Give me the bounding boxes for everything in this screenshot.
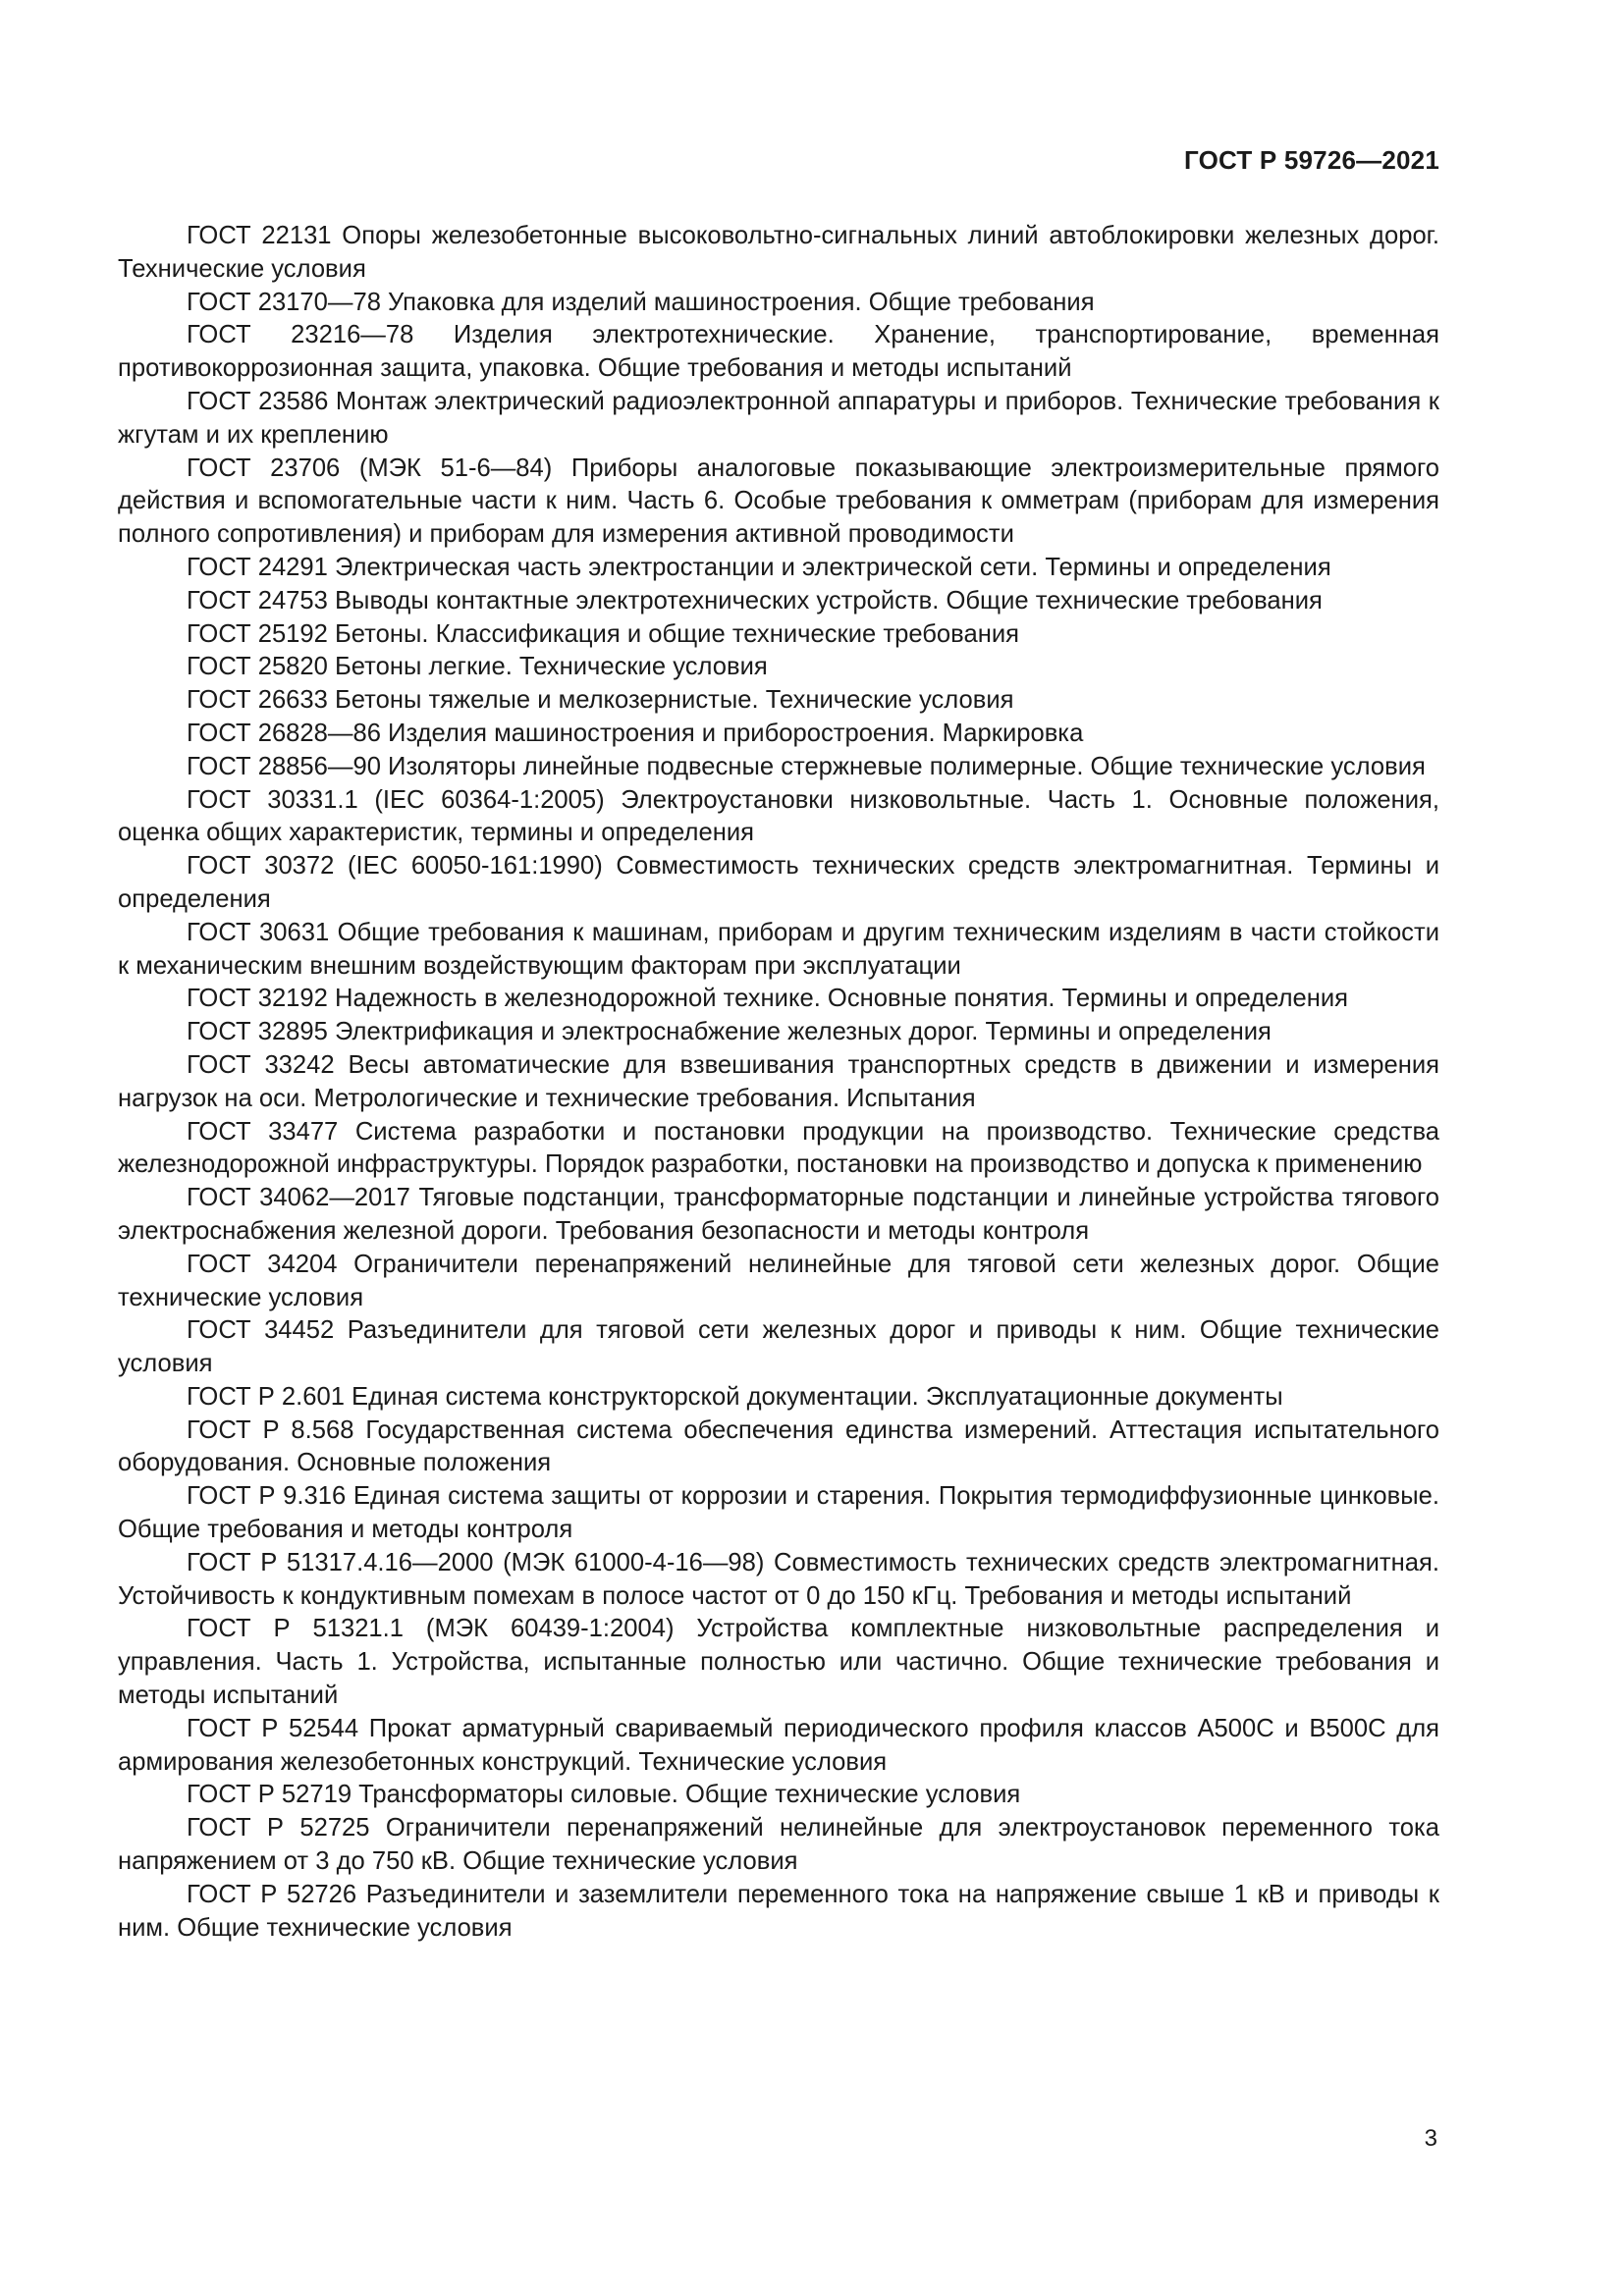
reference-item: ГОСТ Р 2.601 Единая система конструкторской документации. Эксплуатационные документы <box>187 1382 1283 1411</box>
reference-item: ГОСТ Р 52544 Прокат арматурный свариваемый периодического профиля классов А500С и В500С для армирования железобетонных конструкций. Технические условия <box>118 1714 1439 1776</box>
reference-item: ГОСТ 23586 Монтаж электрический радиоэлектронной аппаратуры и приборов. Технические требования к жгутам и их креплению <box>118 387 1439 449</box>
reference-item: ГОСТ 22131 Опоры железобетонные высоковольтно-сигнальных линий автоблокировки железных дорог. Технические условия <box>118 222 1439 283</box>
reference-item: ГОСТ 30631 Общие требования к машинам, приборам и другим техническим изделиям в части стойкости к механическим внешним воздействующим факторам при эксплуатации <box>118 918 1439 980</box>
document-code-header: ГОСТ Р 59726—2021 <box>1184 145 1439 175</box>
reference-item: ГОСТ Р 52725 Ограничители перенапряжений нелинейные для электроустановок переменного тока напряжением от 3 до 750 кВ. Общие технические условия <box>118 1814 1439 1876</box>
reference-item: ГОСТ 30331.1 (IEC 60364-1:2005) Электроустановки низковольтные. Часть 1. Основные положения, оценка общих характеристик, термины и определения <box>118 785 1439 847</box>
reference-item: ГОСТ 30372 (IEC 60050-161:1990) Совместимость технических средств электромагнитная. Термины и определения <box>118 852 1439 913</box>
reference-item: ГОСТ 32895 Электрификация и электроснабжение железных дорог. Термины и определения <box>187 1018 1272 1046</box>
reference-item: ГОСТ 33242 Весы автоматические для взвешивания транспортных средств в движении и измерения нагрузок на оси. Метрологические и технические требования. Испытания <box>118 1050 1439 1112</box>
reference-item: ГОСТ 23706 (МЭК 51-6—84) Приборы аналоговые показывающие электроизмерительные прямого действия и вспомогательные части к ним. Часть 6. Особые требования к омметрам (приборам для измерения полного сопротивления) и приборам для измерения активной проводимости <box>118 454 1439 549</box>
reference-item: ГОСТ 33477 Система разработки и постановки продукции на производство. Технические средства железнодорожной инфраструктуры. Порядок разработки, постановки на производство и допуска к применению <box>118 1117 1439 1179</box>
reference-item: ГОСТ 24753 Выводы контактные электротехнических устройств. Общие технические требования <box>187 586 1323 614</box>
reference-item: ГОСТ 24291 Электрическая часть электростанции и электрической сети. Термины и определения <box>187 553 1331 581</box>
reference-item: ГОСТ Р 52719 Трансформаторы силовые. Общие технические условия <box>187 1781 1021 1809</box>
reference-item: ГОСТ 32192 Надежность в железнодорожной технике. Основные понятия. Термины и определения <box>187 985 1349 1013</box>
reference-item: ГОСТ 26633 Бетоны тяжелые и мелкозернистые. Технические условия <box>187 686 1014 715</box>
normative-references-list <box>118 220 1439 1945</box>
reference-item: ГОСТ Р 51321.1 (МЭК 60439-1:2004) Устройства комплектные низковольтные распределения и управления. Часть 1. Устройства, испытанные полностью или частично. Общие технические требования и методы испытаний <box>118 1615 1439 1710</box>
reference-item: ГОСТ 26828—86 Изделия машиностроения и приборостроения. Маркировка <box>187 719 1084 747</box>
reference-item: ГОСТ 34204 Ограничители перенапряжений нелинейные для тяговой сети железных дорог. Общие технические условия <box>118 1250 1439 1311</box>
reference-item: ГОСТ Р 52726 Разъединители и заземлители переменного тока на напряжение свыше 1 кВ и приводы к ним. Общие технические условия <box>118 1880 1439 1942</box>
reference-item: ГОСТ Р 51317.4.16—2000 (МЭК 61000-4-16—98) Совместимость технических средств электромагнитная. Устойчивость к кондуктивным помехам в полосе частот от 0 до 150 кГц. Требования и методы испытаний <box>118 1548 1439 1610</box>
reference-item: ГОСТ 25820 Бетоны легкие. Технические условия <box>187 653 768 681</box>
reference-item: ГОСТ 23216—78 Изделия электротехнические. Хранение, транспортирование, временная противокоррозионная защита, упаковка. Общие требования и методы испытаний <box>118 321 1439 383</box>
reference-item: ГОСТ 28856—90 Изоляторы линейные подвесные стержневые полимерные. Общие технические условия <box>187 752 1426 780</box>
reference-item: ГОСТ 34062—2017 Тяговые подстанции, трансформаторные подстанции и линейные устройства тягового электроснабжения железной дороги. Требования безопасности и методы контроля <box>118 1184 1439 1245</box>
reference-item: ГОСТ 25192 Бетоны. Классификация и общие технические требования <box>187 619 1019 648</box>
reference-item: ГОСТ 34452 Разъединители для тяговой сети железных дорог и приводы к ним. Общие технические условия <box>118 1316 1439 1378</box>
page-number: 3 <box>1424 2125 1437 2152</box>
reference-item: ГОСТ 23170—78 Упаковка для изделий машиностроения. Общие требования <box>187 288 1095 316</box>
reference-item: ГОСТ Р 8.568 Государственная система обеспечения единства измерений. Аттестация испытательного оборудования. Основные положения <box>118 1415 1439 1477</box>
reference-item: ГОСТ Р 9.316 Единая система защиты от коррозии и старения. Покрытия термодиффузионные цинковые. Общие требования и методы контроля <box>118 1482 1439 1544</box>
